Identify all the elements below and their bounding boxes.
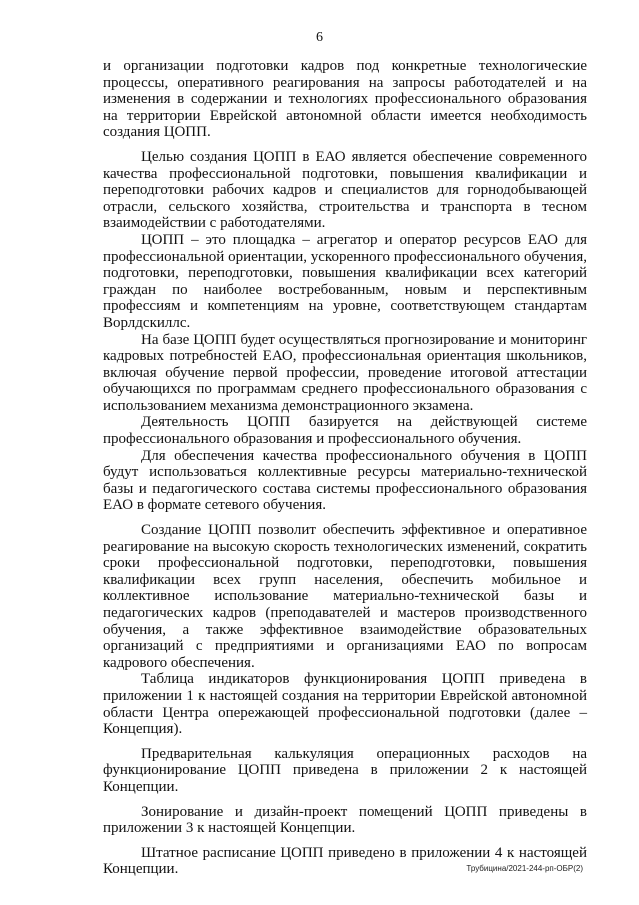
paragraph: Предварительная калькуляция операционных расходов на функционирование ЦОПП приведена в приложении 2 к настоящей Концепции. — [103, 745, 587, 795]
paragraph: Для обеспечения качества профессионального обучения в ЦОПП будут использоваться коллективные ресурсы материально-технической базы и педагогического состава системы профессионального образования ЕАО в формате сетевого обучения. — [103, 447, 587, 514]
paragraph: Целью создания ЦОПП в ЕАО является обеспечение современного качества профессиональной подготовки, повышения квалификации и переподготовки рабочих кадров и специалистов для горнодобывающей отрасли, сельского хозяйства, строительства и транспорта в тесном взаимодействии с работодателями. — [103, 148, 587, 232]
paragraph: На базе ЦОПП будет осуществляться прогнозирование и мониторинг кадровых потребностей ЕАО, профессиональная ориентация школьников, включая обучение первой профессии, проведение итоговой аттестации обучающихся по программам среднего профессионального образования с использованием механизма демонстрационного экзамена. — [103, 331, 587, 414]
paragraph: и организации подготовки кадров под конкретные технологические процессы, оперативного реагирования на запросы работодателей и на изменения в содержании и технологиях профессионального образования на территории Еврейской автономной области имеется необходимость создания ЦОПП. — [103, 58, 587, 141]
paragraph: Таблица индикаторов функционирования ЦОПП приведена в приложении 1 к настоящей создания на территории Еврейской автономной области Центра опережающей профессиональной подготовки (далее – Концепция). — [103, 671, 587, 738]
document-body — [103, 58, 587, 878]
page-number: 6 — [316, 30, 323, 45]
paragraph: Создание ЦОПП позволит обеспечить эффективное и оперативное реагирование на высокую скорость технологических изменений, сократить сроки профессиональной подготовки, переподготовки, повышения квалификации всех групп населения, обеспечить мобильное и коллективное использование материально-технической базы и педагогических кадров (преподавателей и мастеров производственного обучения, а также эффективное взаимодействие образовательных организаций с предприятиями и организациями ЕАО по вопросам кадрового обеспечения. — [103, 522, 587, 671]
footer-document-code: Трубицина/2021-244-рп-ОБР(2) — [466, 864, 583, 873]
paragraph: Зонирование и дизайн-проект помещений ЦОПП приведены в приложении 3 к настоящей Концепции. — [103, 803, 587, 837]
paragraph: Деятельность ЦОПП базируется на действующей системе профессионального образования и профессионального обучения. — [103, 414, 587, 448]
paragraph: Штатное расписание ЦОПП приведено в приложении 4 к настоящей Концепции. — [103, 844, 587, 878]
paragraph: ЦОПП – это площадка – агрегатор и оператор ресурсов ЕАО для профессиональной ориентации, ускоренного профессионального обучения, подготовки, переподготовки, повышения квалификации всех категорий граждан по наиболее востребованным, новым и перспективным профессиям и компетенциям на уровне, соответствующем стандартам Ворлдскиллс. — [103, 231, 587, 331]
